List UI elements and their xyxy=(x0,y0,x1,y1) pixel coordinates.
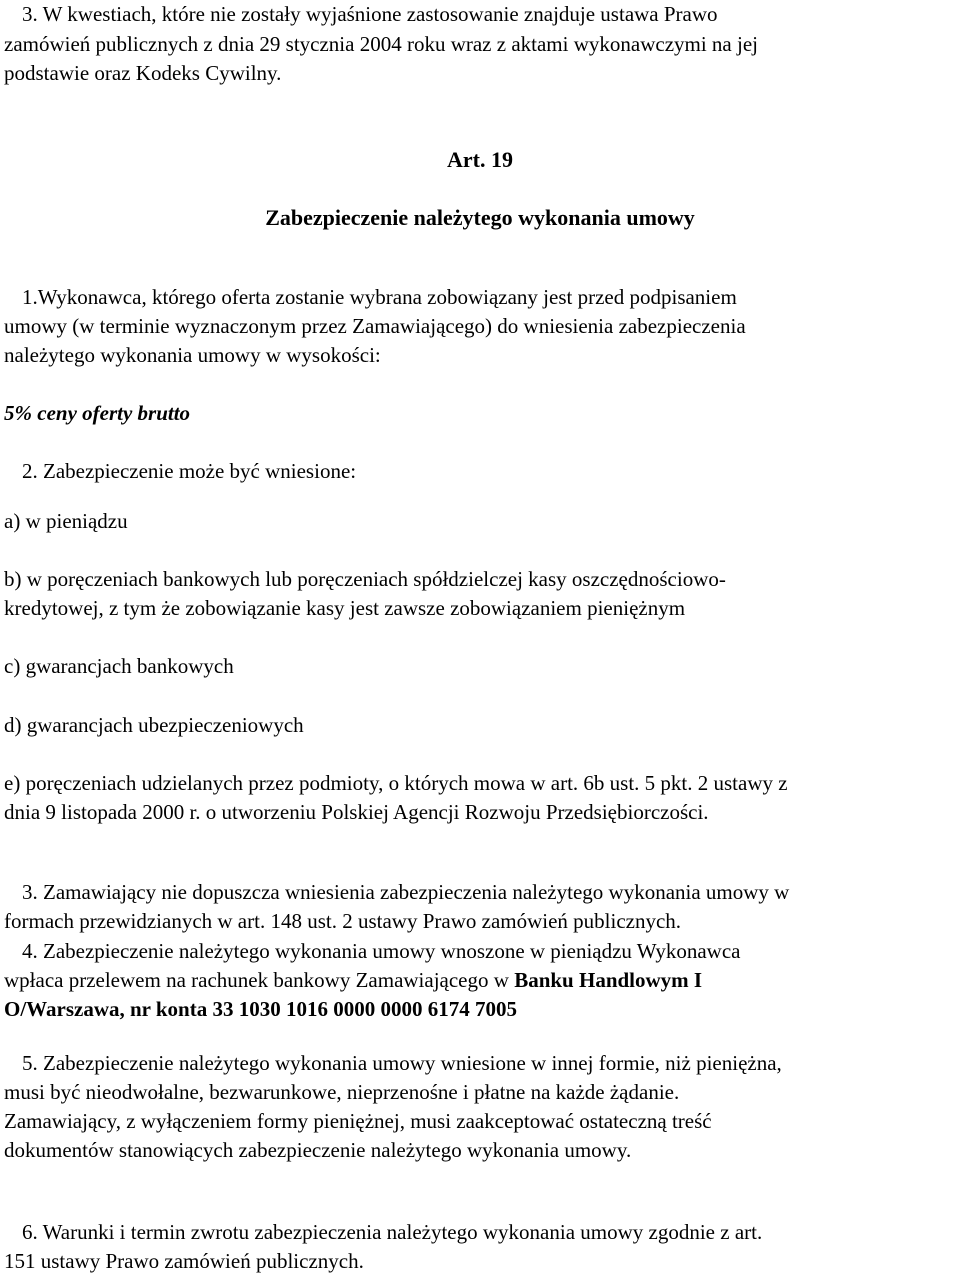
p1-amount: 5% ceny oferty brutto xyxy=(4,401,191,425)
p5-line-4: dokumentów stanowiących zabezpieczenie należytego wykonania umowy. xyxy=(4,1138,632,1162)
intro-line-2: zamówień publicznych z dnia 29 stycznia 2004 roku wraz z aktami wykonawczymi na jej xyxy=(4,32,758,56)
p2-item-d: d) gwarancjach ubezpieczeniowych xyxy=(4,713,304,737)
p2-item-c: c) gwarancjach bankowych xyxy=(4,654,234,678)
article-number: Art. 19 xyxy=(447,147,513,172)
p2-item-e-line-2: dnia 9 listopada 2000 r. o utworzeniu Polskiej Agencji Rozwoju Przedsiębiorczości. xyxy=(4,800,709,824)
p4-bank-name: Banku Handlowym I xyxy=(514,968,703,992)
p4-account-number: O/Warszawa, nr konta 33 1030 1016 0000 0000 6174 7005 xyxy=(4,997,517,1021)
p5-line-3: Zamawiający, z wyłączeniem formy pieniężnej, musi zaakceptować ostateczną treść xyxy=(4,1109,712,1133)
p2-item-e-line-1: e) poręczeniach udzielanych przez podmioty, o których mowa w art. 6b ust. 5 pkt. 2 ustawy z xyxy=(4,771,788,795)
article-title: Zabezpieczenie należytego wykonania umowy xyxy=(265,205,695,230)
p4-line-2 xyxy=(4,968,702,992)
p2-item-b-line-1: b) w poręczeniach bankowych lub poręczeniach spółdzielczej kasy oszczędnościowo- xyxy=(4,567,726,591)
p5-line-1: 5. Zabezpieczenie należytego wykonania umowy wniesione w innej formie, niż pieniężna, xyxy=(22,1051,782,1075)
p3-line-2: formach przewidzianych w art. 148 ust. 2 ustawy Prawo zamówień publicznych. xyxy=(4,909,682,933)
p1-line-1: 1.Wykonawca, którego oferta zostanie wybrana zobowiązany jest przed podpisaniem xyxy=(22,285,737,309)
p6-line-1: 6. Warunki i termin zwrotu zabezpieczenia należytego wykonania umowy zgodnie z art. xyxy=(22,1220,763,1244)
p3-line-1: 3. Zamawiający nie dopuszcza wniesienia zabezpieczenia należytego wykonania umowy w xyxy=(22,880,790,904)
p6-line-2: 151 ustawy Prawo zamówień publicznych. xyxy=(4,1249,364,1273)
p4-line-1: 4. Zabezpieczenie należytego wykonania umowy wnoszone w pieniądzu Wykonawca xyxy=(22,939,741,963)
intro-line-3: podstawie oraz Kodeks Cywilny. xyxy=(4,61,282,85)
p5-line-2: musi być nieodwołalne, bezwarunkowe, nieprzenośne i płatne na każde żądanie. xyxy=(4,1080,680,1104)
p1-line-2: umowy (w terminie wyznaczonym przez Zamawiającego) do wniesienia zabezpieczenia xyxy=(4,314,746,338)
p2-item-b-line-2: kredytowej, z tym że zobowiązanie kasy jest zawsze zobowiązaniem pieniężnym xyxy=(4,596,686,620)
p2-item-a: a) w pieniądzu xyxy=(4,509,128,533)
p1-line-3: należytego wykonania umowy w wysokości: xyxy=(4,343,381,367)
p2-lead: 2. Zabezpieczenie może być wniesione: xyxy=(22,459,357,483)
p4-line-2-text: wpłaca przelewem na rachunek bankowy Zamawiającego w xyxy=(4,968,515,992)
intro-line-1: 3. W kwestiach, które nie zostały wyjaśnione zastosowanie znajduje ustawa Prawo xyxy=(22,2,718,26)
